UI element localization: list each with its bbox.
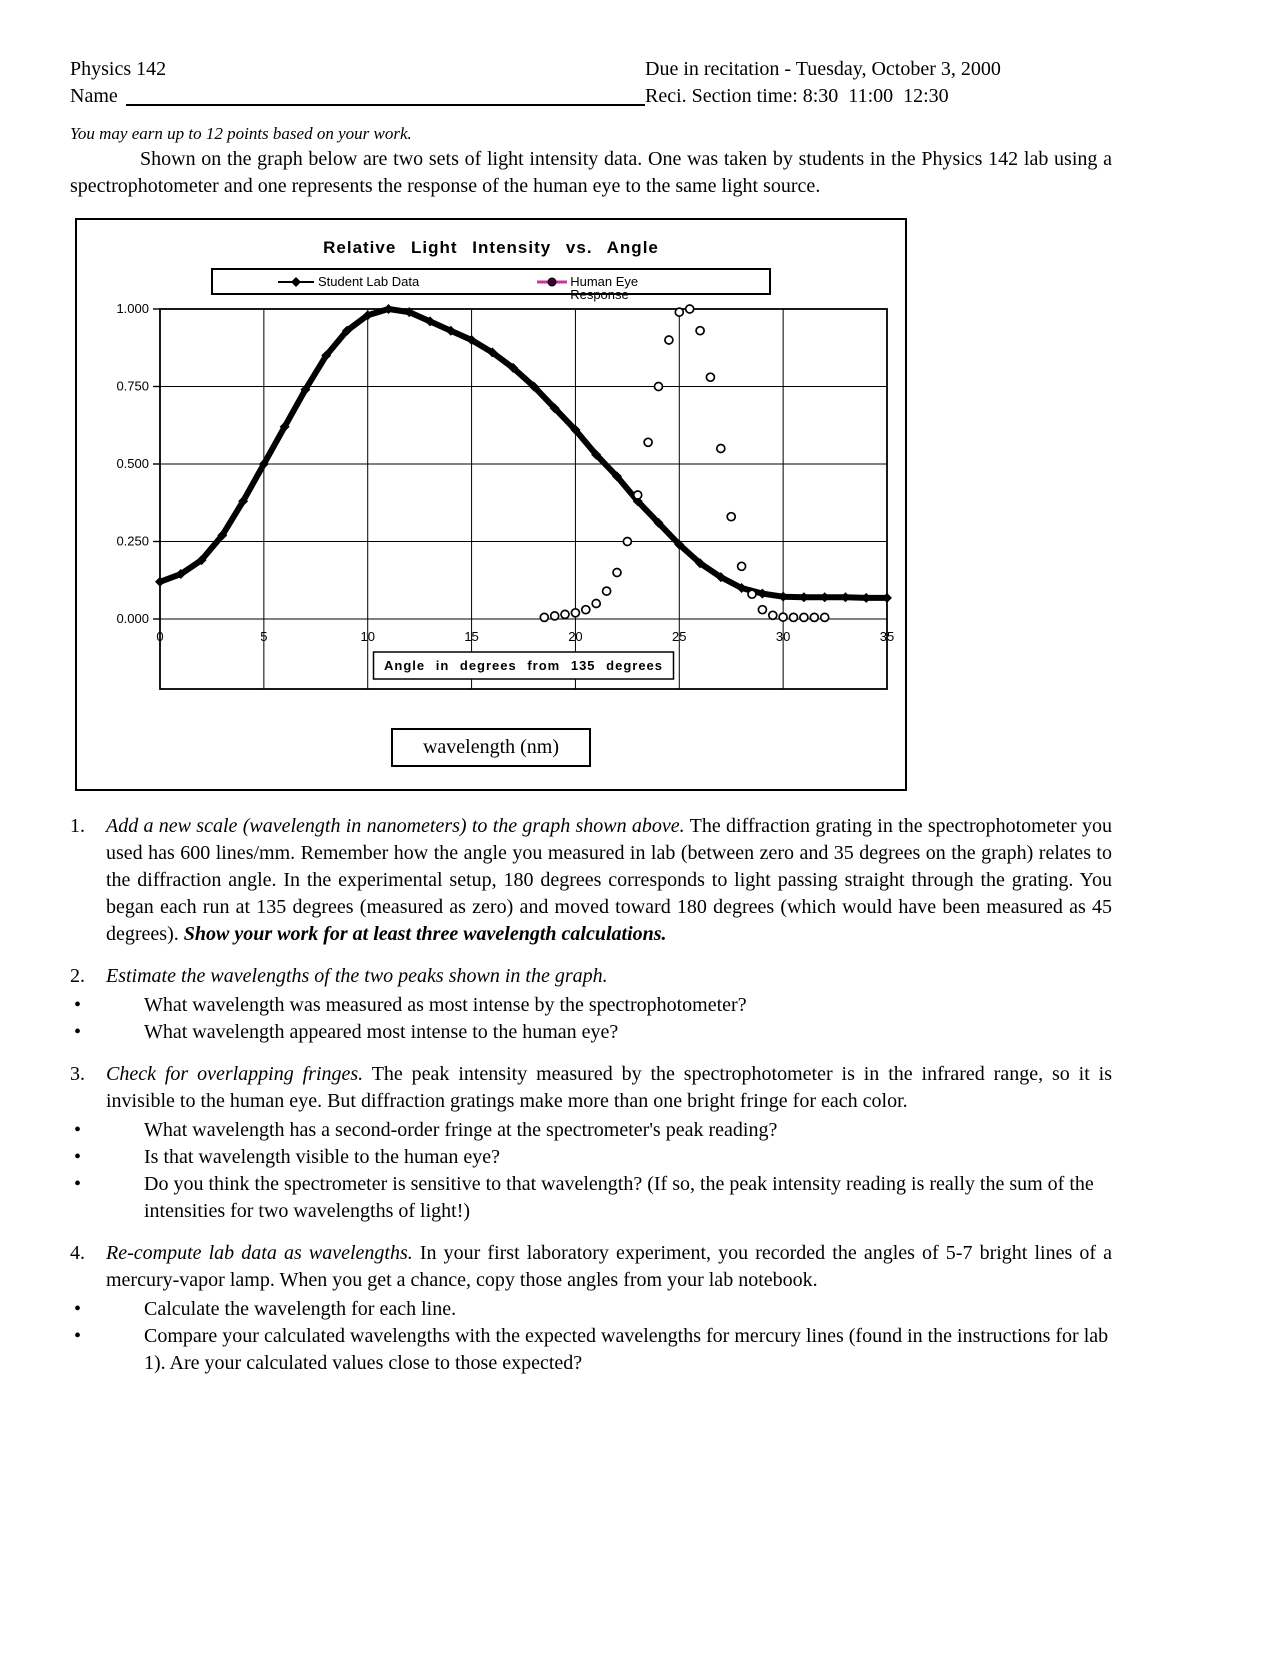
wavelength-scale-box: wavelength (nm) bbox=[391, 728, 591, 767]
bullet-icon: • bbox=[74, 1146, 82, 1168]
svg-text:10: 10 bbox=[360, 629, 375, 644]
plot-area bbox=[77, 297, 905, 702]
bullet-text: What wavelength appeared most intense to the human eye? bbox=[144, 1021, 619, 1043]
question-2-text bbox=[106, 963, 1112, 990]
header-row-2 bbox=[70, 83, 1112, 110]
svg-text:25: 25 bbox=[672, 629, 687, 644]
svg-text:5: 5 bbox=[260, 629, 268, 644]
question-4 bbox=[70, 1240, 1112, 1294]
svg-text:Angle in degrees from 135 degr: Angle in degrees from 135 degrees bbox=[383, 658, 664, 673]
question-2 bbox=[70, 963, 1112, 990]
bullet-icon: • bbox=[74, 1021, 82, 1043]
question-2-number: 2. bbox=[70, 965, 85, 987]
question-4-number: 4. bbox=[70, 1242, 85, 1264]
question-1-emphasis: Show your work for at least three wavelength calculations. bbox=[183, 923, 667, 945]
svg-text:20: 20 bbox=[568, 629, 583, 644]
svg-text:30: 30 bbox=[775, 629, 791, 644]
bullet-icon: • bbox=[74, 1119, 82, 1141]
list-item bbox=[70, 1117, 1112, 1144]
bullet-icon: • bbox=[74, 1173, 82, 1195]
chart-legend bbox=[211, 268, 771, 302]
svg-text:0.250: 0.250 bbox=[116, 533, 149, 549]
header-row-1 bbox=[70, 56, 1112, 83]
bullet-text: Compare your calculated wavelengths with the expected wavelengths for mercury lines (found in the instructions for lab 1). Are your calculated values close to those expected? bbox=[144, 1325, 1109, 1374]
question-4-lead: Re-compute lab data as wavelengths. bbox=[106, 1242, 413, 1264]
question-4-text bbox=[106, 1240, 1112, 1294]
question-1-text bbox=[106, 813, 1112, 948]
intro-paragraph: Shown on the graph below are two sets of light intensity data. One was taken by students in the Physics 142 lab using a spectrophotometer and one represents the response of the human eye to the same light source. bbox=[70, 148, 1112, 197]
question-2-bullets bbox=[70, 992, 1112, 1046]
svg-text:0: 0 bbox=[156, 629, 164, 644]
question-4-bullets bbox=[70, 1296, 1112, 1377]
question-3-number: 3. bbox=[70, 1063, 85, 1085]
question-3-body: The peak intensity measured by the spectrophotometer is in the infrared range, so it is invisible to the human eye. But diffraction gratings make more than one bright fringe for each color. bbox=[106, 1063, 1112, 1112]
question-1-number: 1. bbox=[70, 815, 85, 837]
circle-marker-icon bbox=[537, 276, 567, 288]
due-date: Due in recitation - Tuesday, October 3, 2000 bbox=[645, 58, 1001, 80]
question-1-lead: Add a new scale (wavelength in nanometers) to the graph shown above. bbox=[106, 815, 685, 837]
bullet-icon: • bbox=[74, 1325, 82, 1347]
name-label: Name bbox=[70, 85, 118, 107]
question-1-body: The diffraction grating in the spectrophotometer you used has 600 lines/mm. Remember how the angle you measured in lab (between zero and 35 degrees on the graph) relates to the diffraction angle. In the experimental setup, 180 degrees corresponds to light passing straight through the grating. You began each run at 135 degrees (measured as zero) and moved toward 180 degrees (which would have been measured as 45 degrees). bbox=[106, 815, 1112, 945]
question-4-body: In your first laboratory experiment, you recorded the angles of 5-7 bright lines of a mercury-vapor lamp. When you get a chance, copy those angles from your lab notebook. bbox=[106, 1242, 1113, 1291]
question-3-bullets bbox=[70, 1117, 1112, 1225]
series-human-eye-response bbox=[540, 305, 828, 621]
axis-labels bbox=[116, 301, 894, 644]
legend-label-student: Student Lab Data bbox=[318, 274, 420, 289]
bullet-text: What wavelength was measured as most intense by the spectrophotometer? bbox=[144, 994, 747, 1016]
list-item bbox=[70, 1171, 1112, 1225]
svg-text:0.750: 0.750 bbox=[116, 378, 149, 394]
diamond-marker-icon bbox=[277, 276, 315, 288]
x-axis-title-box bbox=[374, 652, 674, 679]
svg-text:0.000: 0.000 bbox=[116, 611, 149, 626]
bullet-text: Is that wavelength visible to the human eye? bbox=[144, 1146, 501, 1168]
question-3-lead: Check for overlapping fringes. bbox=[106, 1063, 364, 1085]
list-item bbox=[70, 1019, 1112, 1046]
section-times: 8:30 11:00 12:30 bbox=[802, 85, 949, 107]
chart-frame bbox=[75, 218, 907, 791]
intensity-vs-angle-plot bbox=[77, 297, 905, 697]
section-time-label: Reci. Section time: bbox=[645, 85, 798, 107]
svg-text:35: 35 bbox=[879, 629, 895, 644]
legend-human-eye-response bbox=[537, 270, 650, 302]
bullet-text: What wavelength has a second-order fringe at the spectrometer's peak reading? bbox=[144, 1119, 778, 1141]
name-blank-line bbox=[126, 83, 645, 106]
svg-text:15: 15 bbox=[464, 629, 479, 644]
question-3-text bbox=[106, 1061, 1112, 1115]
question-3 bbox=[70, 1061, 1112, 1115]
list-item bbox=[70, 992, 1112, 1019]
legend-label-eye: Human Eye Response bbox=[570, 274, 639, 302]
course-title: Physics 142 bbox=[70, 58, 167, 80]
svg-text:1.000: 1.000 bbox=[116, 301, 149, 316]
points-note: You may earn up to 12 points based on your work. bbox=[70, 124, 412, 143]
svg-text:0.500: 0.500 bbox=[116, 456, 149, 471]
list-item bbox=[70, 1296, 1112, 1323]
legend-student-lab-data bbox=[277, 270, 419, 293]
bullet-text: Calculate the wavelength for each line. bbox=[144, 1298, 457, 1320]
question-2-lead: Estimate the wavelengths of the two peaks shown in the graph. bbox=[106, 965, 608, 987]
question-1 bbox=[70, 813, 1112, 948]
bullet-icon: • bbox=[74, 1298, 82, 1320]
list-item bbox=[70, 1323, 1112, 1377]
list-item bbox=[70, 1144, 1112, 1171]
series-student-lab-data bbox=[155, 304, 892, 603]
bullet-icon: • bbox=[74, 994, 82, 1016]
chart-title: Relative Light Intensity vs. Angle bbox=[323, 238, 659, 257]
bullet-text: Do you think the spectrometer is sensitive to that wavelength? (If so, the peak intensity reading is really the sum of the intensities for two wavelengths of light!) bbox=[144, 1173, 1094, 1222]
